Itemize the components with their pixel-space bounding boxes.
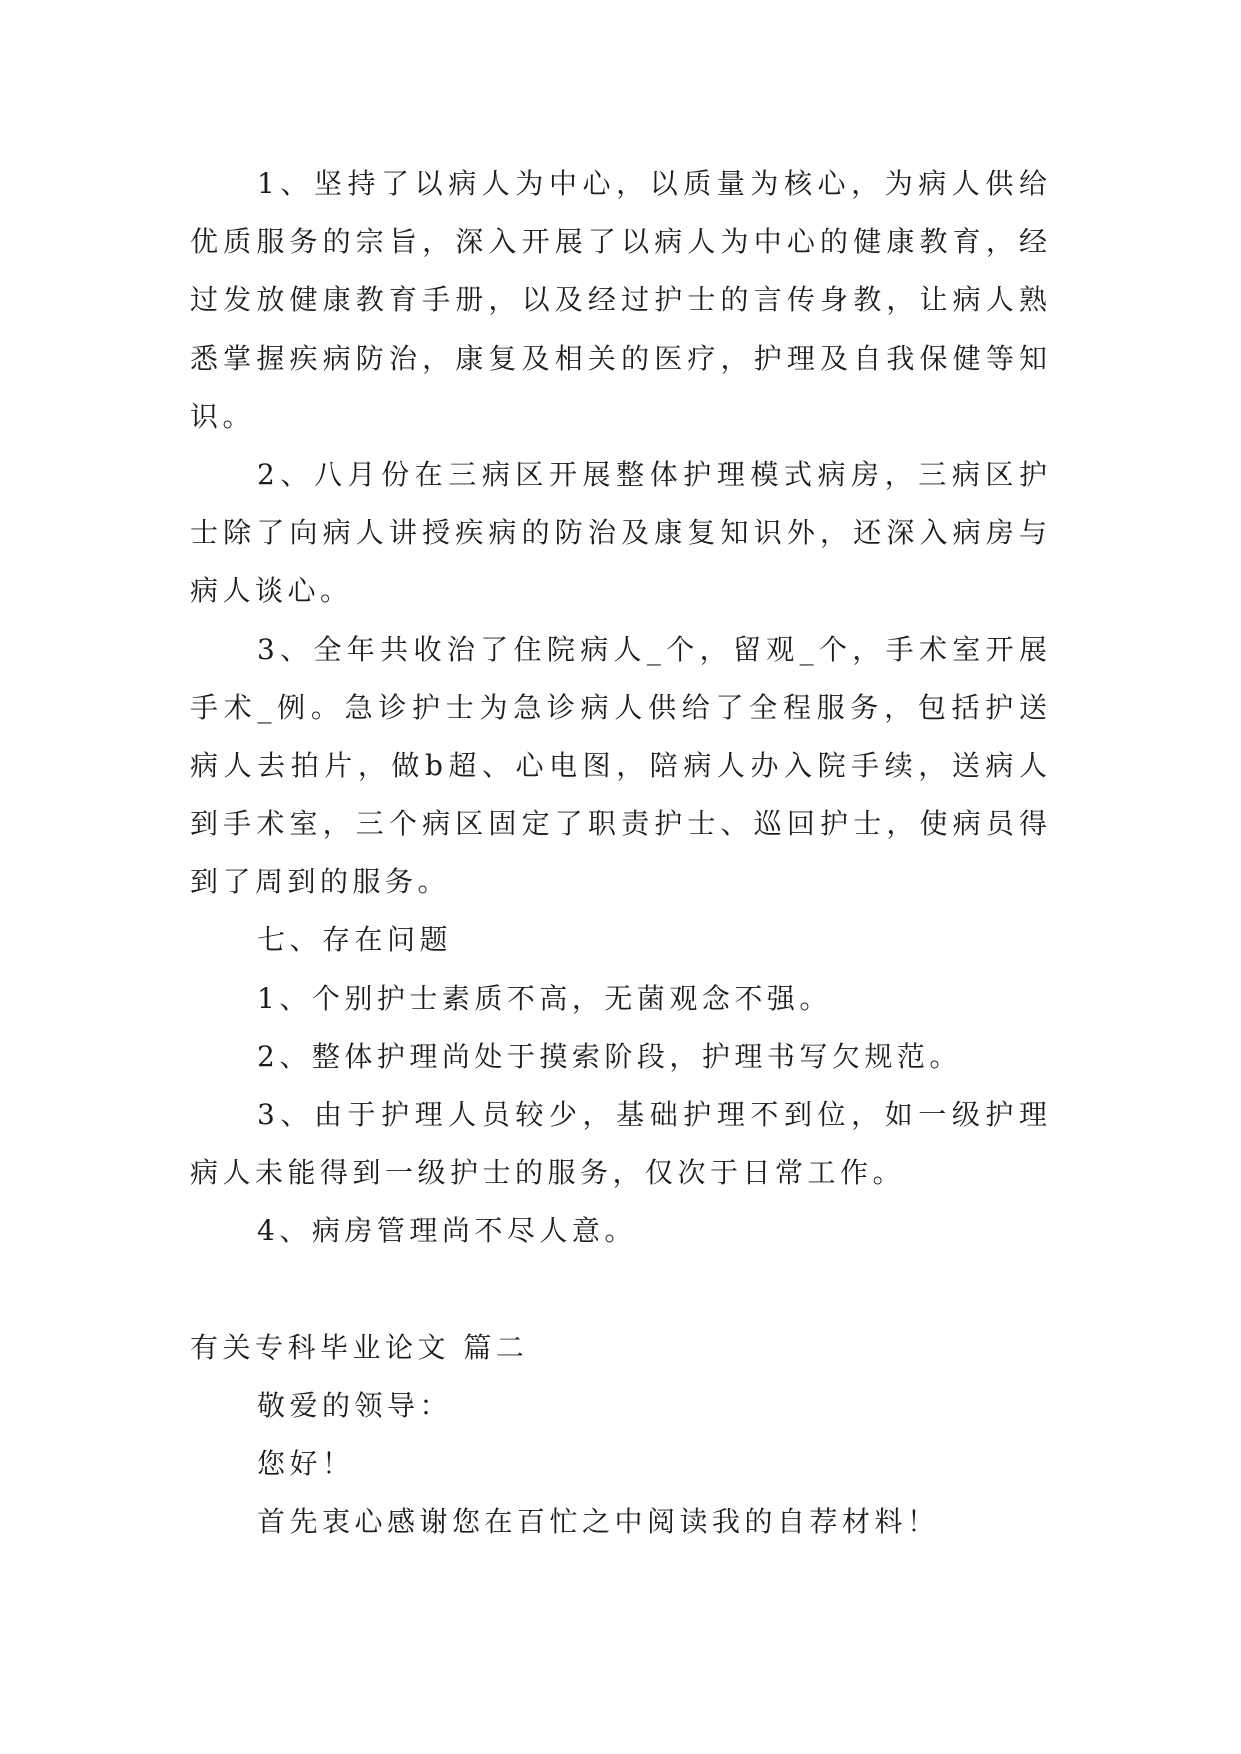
paragraph-3-line: 到手术室，三个病区固定了职责护士、巡回护士，使病员得: [190, 807, 1051, 841]
paragraph-1-line: 悉掌握疾病防治，康复及相关的医疗，护理及自我保健等知: [190, 341, 1051, 375]
problem-item-4: 4、病房管理尚不尽人意。: [257, 1214, 637, 1248]
paragraph-2-line: 2、八月份在三病区开展整体护理模式病房，三病区护: [257, 457, 1051, 491]
paragraph-3-line: 3、全年共收治了住院病人_个，留观_个，手术室开展: [257, 632, 1051, 666]
section-heading: 有关专科毕业论文 篇二: [190, 1330, 529, 1364]
problem-item-1: 1、个别护士素质不高，无菌观念不强。: [257, 981, 832, 1015]
paragraph-1-line: 识。: [190, 399, 256, 433]
paragraph-1-line: 1、坚持了以病人为中心，以质量为核心，为病人供给: [257, 167, 1051, 200]
paragraph-3-line: 手术_例。急诊护士为急诊病人供给了全程服务，包括护送: [190, 690, 1051, 724]
letter-opening: 首先衷心感谢您在百忙之中阅读我的自荐材料！: [257, 1505, 940, 1539]
problems-heading: 七、存在问题: [257, 923, 453, 957]
problem-item-3-line: 3、由于护理人员较少，基础护理不到位，如一级护理: [257, 1098, 1051, 1131]
paragraph-2-line: 士除了向病人讲授疾病的防治及康复知识外，还深入病房与: [190, 516, 1051, 550]
paragraph-1-line: 优质服务的宗旨，深入开展了以病人为中心的健康教育，经: [190, 225, 1051, 259]
problem-item-3-line: 病人未能得到一级护士的服务，仅次于日常工作。: [190, 1156, 906, 1190]
letter-salutation: 敬爱的领导：: [257, 1388, 453, 1422]
document-body: [190, 155, 1051, 1552]
paragraph-3-line: 病人去拍片，做b超、心电图，陪病人办入院手续，送病人: [190, 748, 1051, 782]
paragraph-2-line: 病人谈心。: [190, 574, 353, 608]
paragraph-1-line: 过发放健康教育手册，以及经过护士的言传身教，让病人熟: [190, 283, 1051, 317]
letter-greeting: 您好！: [257, 1447, 355, 1481]
problem-item-2: 2、整体护理尚处于摸索阶段，护理书写欠规范。: [257, 1039, 962, 1073]
paragraph-3-line: 到了周到的服务。: [190, 865, 451, 899]
blank-line: [190, 1261, 1051, 1319]
